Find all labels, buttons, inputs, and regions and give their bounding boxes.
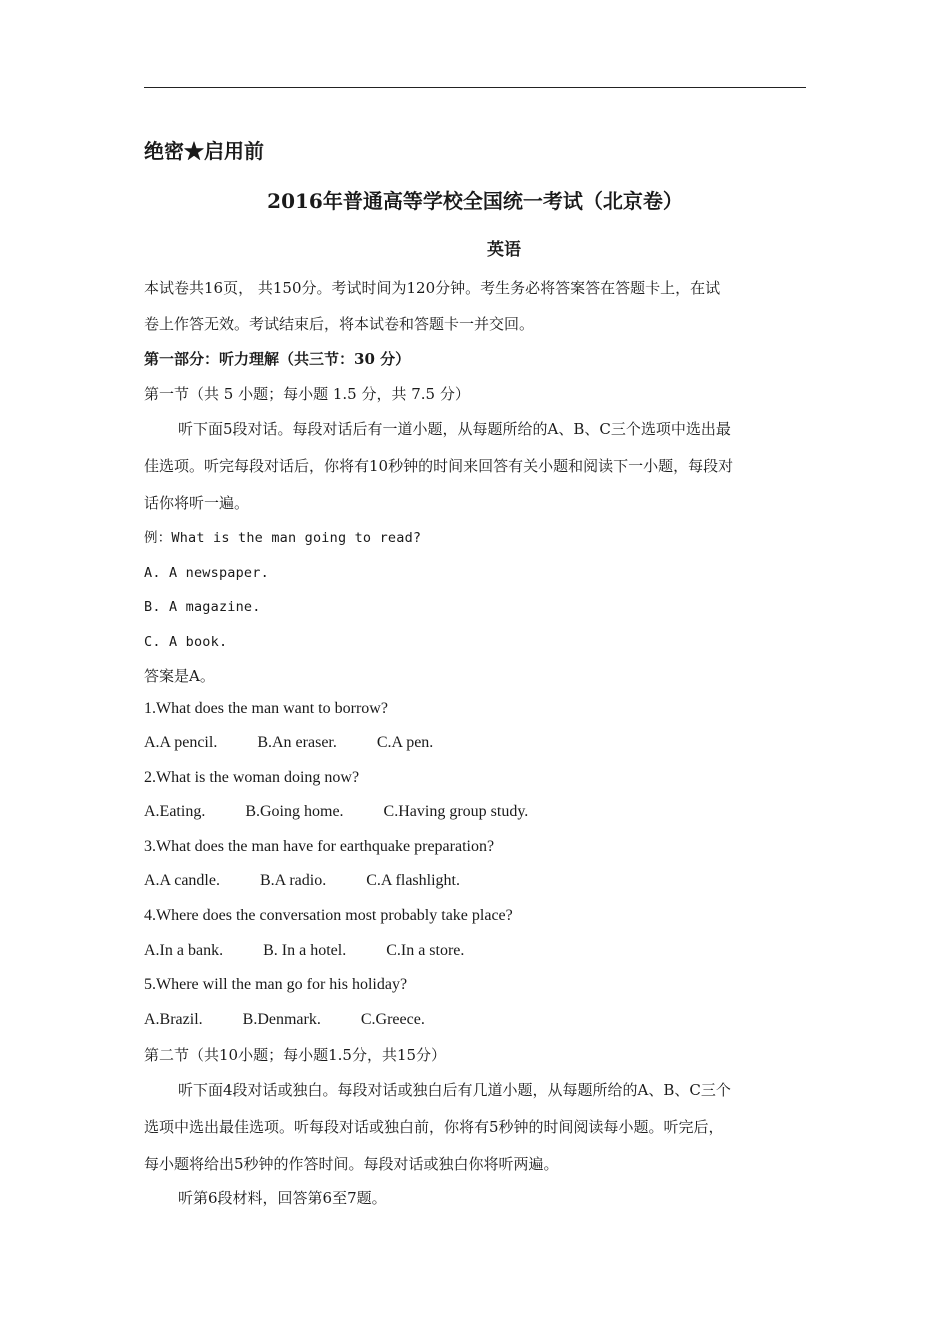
option-a: A.Brazil. — [144, 1011, 203, 1028]
option-c: C.A flashlight. — [366, 872, 460, 889]
option-b: B.Going home. — [245, 803, 344, 820]
example-option-a: A. A newspaper. — [144, 565, 269, 581]
section1-heading: 第一节（共 5 小题；每小题 1.5 分，共 7.5 分） — [144, 385, 470, 403]
question-1-options — [144, 733, 433, 753]
exam-title: 2016年普通高等学校全国统一考试（北京卷） — [267, 189, 683, 213]
intro-line-2: 卷上作答无效。考试结束后，将本试卷和答题卡一并交回。 — [144, 315, 535, 333]
confidential-label: 绝密★启用前 — [144, 139, 264, 163]
question-5: 5.Where will the man go for his holiday? — [144, 976, 408, 993]
section1-instruction-2: 佳选项。听完每段对话后，你将有10秒钟的时间来回答有关小题和阅读下一小题，每段对 — [144, 457, 734, 475]
option-b: B. In a hotel. — [263, 942, 347, 959]
option-a: A.Eating. — [144, 803, 206, 820]
option-c: C.In a store. — [386, 942, 465, 959]
example-option-b: B. A magazine. — [144, 599, 261, 615]
example-answer: 答案是A。 — [144, 667, 215, 685]
option-a: A.A candle. — [144, 872, 220, 889]
question-2: 2.What is the woman doing now? — [144, 769, 360, 786]
section2-instruction-1: 听下面4段对话或独白。每段对话或独白后有几道小题，从每题所给的A、B、C三个 — [178, 1081, 731, 1099]
section2-instruction-2: 选项中选出最佳选项。听每段对话或独白前，你将有5秒钟的时间阅读每小题。听完后， — [144, 1118, 724, 1136]
option-b: B.An eraser. — [257, 734, 337, 751]
question-1: 1.What does the man want to borrow? — [144, 700, 388, 717]
top-rule — [144, 87, 806, 88]
option-c: C.Greece. — [360, 1011, 425, 1028]
question-2-options — [144, 802, 528, 822]
section2-heading: 第二节（共10小题；每小题1.5分，共15分） — [144, 1046, 447, 1064]
option-b: B.Denmark. — [242, 1011, 321, 1028]
section2-instruction-3: 每小题将给出5秒钟的作答时间。每段对话或独白你将听两遍。 — [144, 1155, 559, 1173]
question-3-options — [144, 871, 460, 891]
example-option-c: C. A book. — [144, 634, 228, 650]
part1-heading: 第一部分：听力理解（共三节：30 分） — [144, 350, 411, 368]
question-4: 4.Where does the conversation most probably take place? — [144, 907, 513, 924]
section1-instruction-1: 听下面5段对话。每段对话后有一道小题，从每题所给的A、B、C三个选项中选出最 — [178, 420, 731, 438]
section1-instruction-3: 话你将听一遍。 — [144, 494, 250, 512]
option-a: A.A pencil. — [144, 734, 218, 751]
option-a: A.In a bank. — [144, 942, 224, 959]
example-question: 例：What is the man going to read? — [144, 530, 422, 546]
section2-material-note: 听第6段材料，回答第6至7题。 — [178, 1189, 387, 1207]
question-4-options — [144, 941, 464, 961]
question-5-options — [144, 1010, 425, 1030]
option-c: C.A pen. — [376, 734, 434, 751]
subject-title: 英语 — [487, 240, 521, 260]
question-3: 3.What does the man have for earthquake preparation? — [144, 838, 495, 855]
option-c: C.Having group study. — [383, 803, 529, 820]
intro-line-1: 本试卷共16页， 共150分。考试时间为120分钟。考生务必将答案答在答题卡上，在试 — [144, 279, 721, 297]
option-b: B.A radio. — [259, 872, 327, 889]
